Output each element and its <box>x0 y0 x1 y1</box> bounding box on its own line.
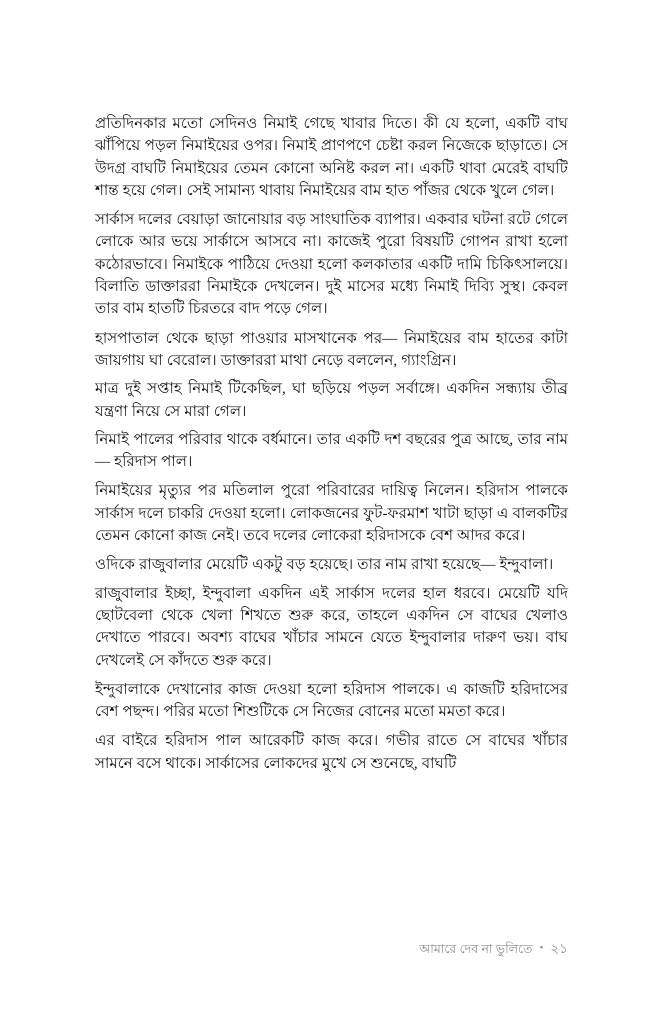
page-footer <box>95 938 568 961</box>
paragraph: সার্কাস দলের বেয়াড়া জানোয়ার বড় সাংঘাতিক ব্যাপার। একবার ঘটনা রটে গেলে লোকে আর ভয়ে সার্কাসে আসবে না। কাজেই পুরো বিষয়টি গোপন রাখা হলো কঠোরভাবে। নিমাইকে পাঠিয়ে দেওয়া হলো কলকাতার একটি দামি চিকিৎসালয়ে। বিলাতি ডাক্তাররা নিমাইকে দেখলেন। দুই মাসের মধ্যে নিমাই দিব্যি সুস্থ। কেবল তার বাম হাতটি চিরতরে বাদ পড়ে গেল। <box>95 212 568 318</box>
paragraph: ওদিকে রাজুবালার মেয়েটি একটু বড় হয়েছে। তার নাম রাখা হয়েছে— ইন্দুবালা। <box>95 557 554 574</box>
paragraph: নিমাই পালের পরিবার থাকে বর্ধমানে। তার একটি দশ বছরের পুত্র আছে, তার নাম— হরিদাস পাল। <box>95 431 568 471</box>
paragraph: হাসপাতাল থেকে ছাড়া পাওয়ার মাসখানেক পর— নিমাইয়ের বাম হাতের কাটা জায়গায় ঘা বেরোল। ডাক্তাররা মাথা নেড়ে বললেন, গ্যাংগ্রিন। <box>95 330 568 369</box>
paragraph: প্রতিদিনকার মতো সেদিনও নিমাই গেছে খাবার দিতে। কী যে হলো, একটি বাঘ ঝাঁপিয়ে পড়ল নিমাইয়ের ওপর। নিমাই প্রাণপণে চেষ্টা করল নিজেকে ছাড়াতে। সে উদগ্র বাঘটি নিমাইয়ের তেমন কোনো অনিষ্ট করল না। একটি থাবা মেরেই বাঘটি শান্ত হয়ে গেল। সেই সামান্য থাবায় নিমাইয়ের বাম হাত পাঁজর থেকে খুলে গেল। <box>95 116 568 199</box>
paragraph: মাত্র দুই সপ্তাহ নিমাই টিকেছিল, ঘা ছড়িয়ে পড়ল সর্বাঙ্গে। একদিন সন্ধ্যায় তীব্র যন্ত্রণা নিয়ে সে মারা গেল। <box>95 381 568 420</box>
paragraph: রাজুবালার ইচ্ছা, ইন্দুবালা একদিন এই সার্কাস দলের হাল ধরবে। মেয়েটি যদি ছোটবেলা থেকে খেলা শিখতে শুরু করে, তাহলে একদিন সে বাঘের খেলাও দেখাতে পারবে। অবশ্য বাঘের খাঁচার সামনে যেতে ইন্দুবালার দারুণ ভয়। বাঘ দেখলেই সে কাঁদতে শুরু করে। <box>95 585 568 669</box>
footer-page-number: ২১ <box>550 941 568 956</box>
footer-separator-dot-icon: • <box>539 942 544 954</box>
body-text-column <box>95 113 568 775</box>
footer-book-title: আমারে দেব না ভুলিতে <box>419 942 533 956</box>
paragraph: নিমাইয়ের মৃত্যুর পর মতিলাল পুরো পরিবারের দায়িত্ব নিলেন। হরিদাস পালকে সার্কাস দলে চাকরি দেওয়া হলো। লোকজনের ফুট-ফরমাশ খাটা ছাড়া এ বালকটির তেমন কোনো কাজ নেই। তবে দলের লোকেরা হরিদাসকে বেশ আদর করে। <box>95 483 568 545</box>
paragraph: এর বাইরে হরিদাস পাল আরেকটি কাজ করে। গভীর রাতে সে বাঘের খাঁচার সামনে বসে থাকে। সার্কাসের লোকদের মুখে সে শুনেছে, বাঘটি <box>95 733 568 772</box>
paragraph: ইন্দুবালাকে দেখানোর কাজ দেওয়া হলো হরিদাস পালকে। এ কাজটি হরিদাসের বেশ পছন্দ। পরির মতো শিশুটিকে সে নিজের বোনের মতো মমতা করে। <box>95 681 568 721</box>
